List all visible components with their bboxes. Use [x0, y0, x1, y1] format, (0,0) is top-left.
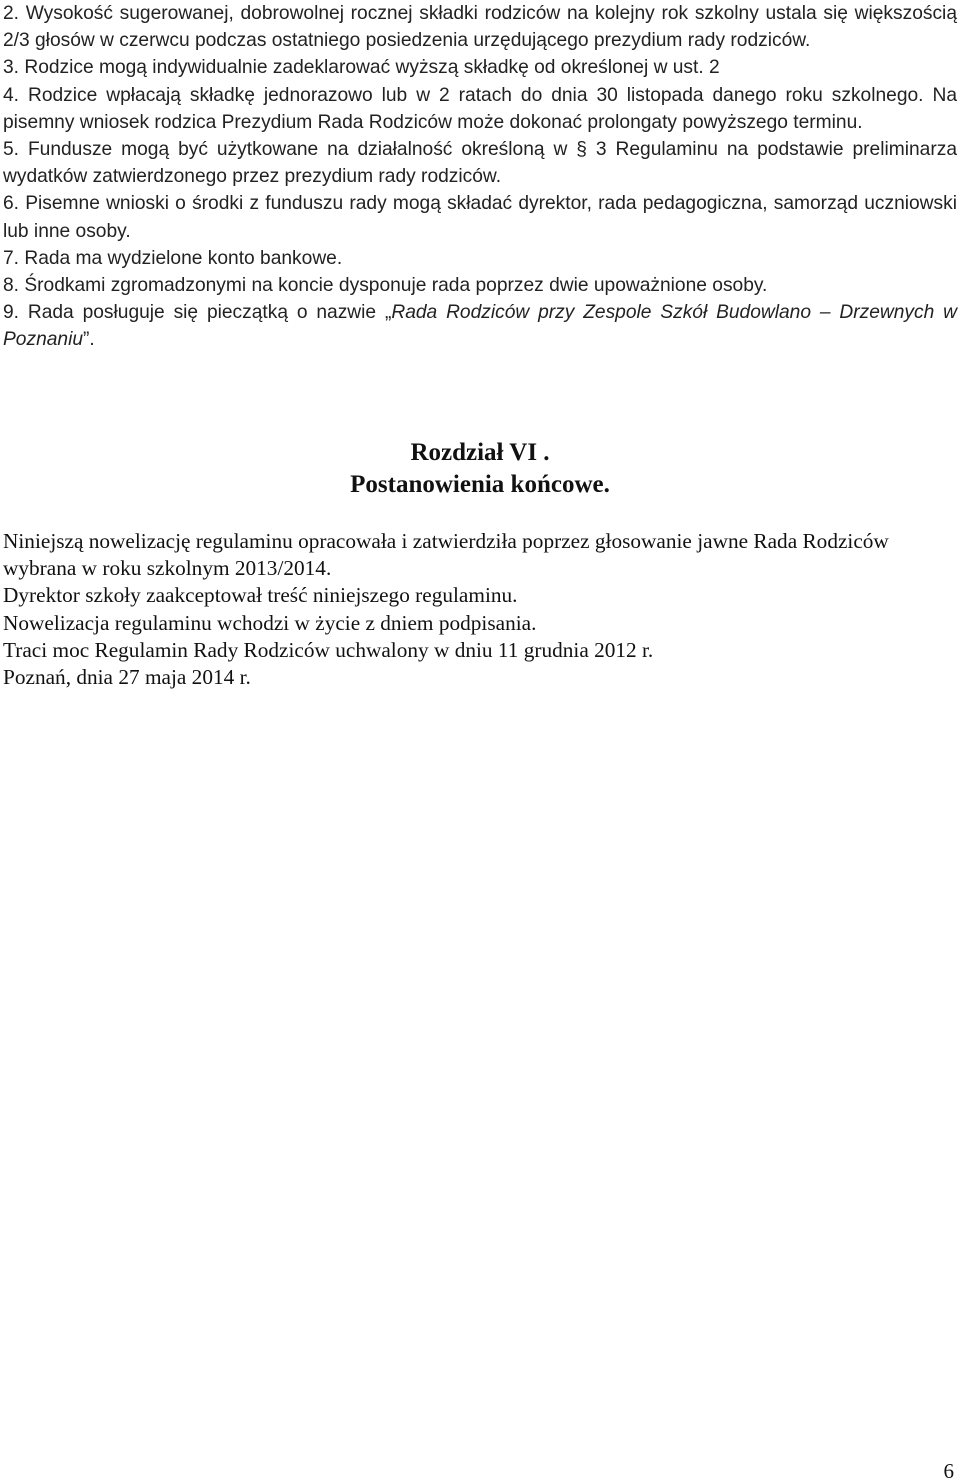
regulation-item-8: 8. Środkami zgromadzonymi na koncie dysponuje rada poprzez dwie upoważnione osoby.: [3, 275, 768, 297]
regulations-list: [3, 0, 957, 354]
final-line-3: Nowelizacja regulaminu wchodzi w życie z dniem podpisania.: [3, 610, 537, 635]
final-line-2: Dyrektor szkoły zaakceptował treść niniejszego regulaminu.: [3, 583, 518, 608]
regulation-item-2: 2. Wysokość sugerowanej, dobrowolnej rocznej składki rodziców na kolejny rok szkolny ustala się większością 2/3 głosów w czerwcu podczas ostatniego posiedzenia urzędującego prezydium rady rodziców.: [3, 3, 957, 52]
chapter-title: Postanowienia końcowe.: [350, 471, 610, 498]
regulation-item-7: 7. Rada ma wydzielone konto bankowe.: [3, 247, 343, 269]
page-number: 6: [943, 1459, 954, 1483]
final-line-1: Niniejszą nowelizację regulaminu opracowała i zatwierdziła poprzez głosowanie jawne Rada Rodziców wybrana w roku szkolnym 2013/2014.: [3, 529, 889, 581]
final-date: Poznań, dnia 27 maja 2014 r.: [3, 665, 251, 690]
stamp-name: Rada Rodziców przy Zespole Szkół Budowlano – Drzewnych w Poznaniu: [3, 302, 957, 351]
item9-tail: ”.: [83, 329, 95, 351]
chapter-number: Rozdział VI .: [410, 439, 550, 466]
regulation-item-3: 3. Rodzice mogą indywidualnie zadeklarować wyższą składkę od określonej w ust. 2: [3, 57, 720, 79]
final-line-4: Traci moc Regulamin Rady Rodziców uchwalony w dniu 11 grudnia 2012 r.: [3, 637, 654, 662]
regulation-item-6: 6. Pisemne wnioski o środki z funduszu rady mogą składać dyrektor, rada pedagogiczna, samorząd uczniowski lub inne osoby.: [3, 193, 957, 242]
regulation-item-5: 5. Fundusze mogą być użytkowane na działalność określoną w § 3 Regulaminu na podstawie preliminarza wydatków zatwierdzonego przez prezydium rady rodziców.: [3, 139, 957, 188]
final-provisions: [3, 528, 957, 691]
item9-lead: 9. Rada posługuje się pieczątką o nazwie „: [3, 302, 392, 324]
regulation-item-4: 4. Rodzice wpłacają składkę jednorazowo lub w 2 ratach do dnia 30 listopada danego roku szkolnego. Na pisemny wniosek rodzica Prezydium Rada Rodziców może dokonać prolongaty powyższego terminu.: [3, 84, 957, 133]
regulation-item-9: [3, 299, 957, 353]
